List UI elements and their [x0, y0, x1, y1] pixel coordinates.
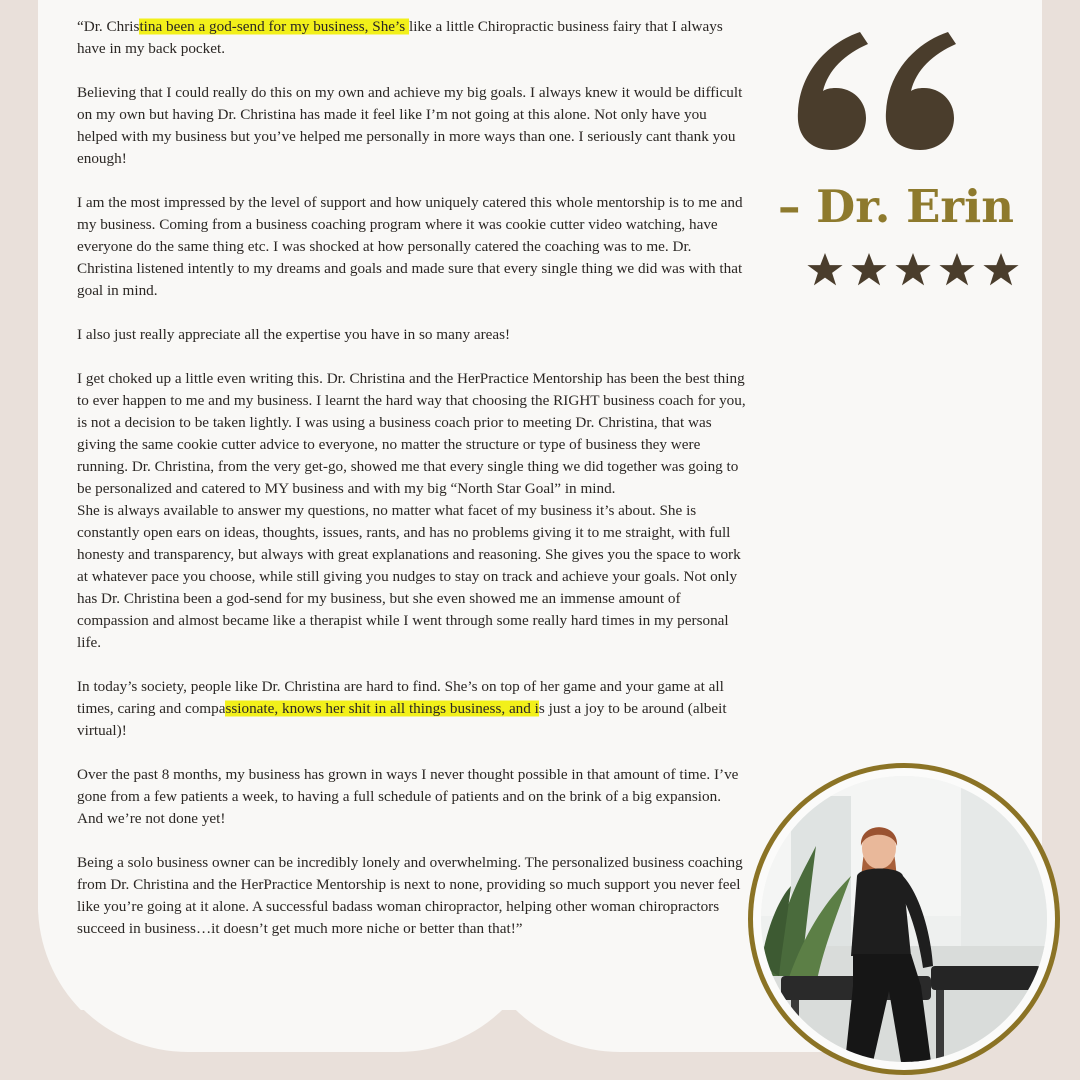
star-icon — [937, 250, 977, 290]
star-icon — [849, 250, 889, 290]
paragraph-1-end: like a little Chiropractic business fairy that I always have in my back pocket. — [77, 18, 723, 57]
highlighted-phrase-1: tina been a god-send for my business, She’s — [139, 18, 409, 35]
testimonial-paragraph-6: She is always available to answer my questions, no matter what facet of my business it’s about. She is constantly open ears on ideas, thoughts, issues, rants, and has no problems giving it to me straight, with full honesty and transparency, but always with great explanations and reasoning. She gives you the space to work at whatever pace you choose, while still giving you nudges to stay on track and achieve your goals. Not only has Dr. Christina been a god-send for my business, but she even showed me an immense amount of compassion and almost became like a therapist while I went through some really hard times in my personal life. — [77, 502, 741, 651]
profile-photo-illustration — [761, 776, 1047, 1062]
profile-photo-mat — [753, 768, 1055, 1070]
paragraph-1-start: “Dr. Chris — [77, 18, 140, 35]
testimonial-paragraph-7 — [77, 676, 747, 742]
paragraph-7-start: In today’s society, people like Dr. Christina are hard to find. She’s on top of her game and your game at all times, caring and compa — [77, 678, 724, 717]
profile-photo — [761, 776, 1047, 1062]
testimonial-text — [77, 16, 747, 962]
star-icon — [981, 250, 1021, 290]
highlighted-phrase-2: ssionate, knows her shit in all things business, and i — [225, 700, 539, 717]
testimonial-paragraph-5: I get choked up a little even writing this. Dr. Christina and the HerPractice Mentorship has been the best thing to ever happen to me and my business. I learnt the hard way that choosing the RIGHT business coach for you, is not a decision to be taken lightly. I was using a business coach prior to meeting Dr. Christina, that was giving the same cookie cutter advice to everyone, no matter the structure or type of business they were running. Dr. Christina, from the very get-go, showed me that every single thing we did together was going to be personalized and catered to MY business and with my big “North Star Goal” in mind. — [77, 370, 746, 497]
star-rating — [805, 250, 1021, 290]
profile-photo-frame — [748, 763, 1060, 1075]
star-icon — [893, 250, 933, 290]
testimonial-paragraph-3: I am the most impressed by the level of support and how uniquely catered this whole mentorship is to me and my business. Coming from a business coaching program where it was cookie cutter video watching, have everyone do the same thing etc. I was shocked at how personally catered the coaching was to me. Dr. Christina listened intently to my dreams and goals and made sure that every single thing we did was with that goal in mind. — [77, 194, 743, 299]
author-name: – Dr. Erin — [778, 180, 1014, 233]
paragraph-7-end: s just a joy to be around (albeit virtual)! — [77, 700, 727, 739]
testimonial-paragraph-9: Being a solo business owner can be incredibly lonely and overwhelming. The personalized business coaching from Dr. Christina and the HerPractice Mentorship is next to none, providing so much support you never feel like you’re going at it alone. A successful badass woman chiropractor, helping other woman chiropractors succeed in business…it doesn’t get much more niche or better than that!” — [77, 854, 743, 937]
quote-icon — [790, 0, 970, 170]
testimonial-paragraph-4: I also just really appreciate all the expertise you have in so many areas! — [77, 326, 511, 343]
testimonial-paragraph-1 — [77, 16, 747, 60]
testimonial-paragraph-8: Over the past 8 months, my business has grown in ways I never thought possible in that amount of time. I’ve gone from a few patients a week, to having a full schedule of patients and on the brink of a big expansion. And we’re not done yet! — [77, 766, 739, 827]
star-icon — [805, 250, 845, 290]
testimonial-paragraph-2: Believing that I could really do this on my own and achieve my big goals. I always knew it would be difficult on my own but having Dr. Christina has made it feel like I’m not going at this alone. Not only have you helped with my business but you’ve helped me personally in more ways than one. I seriously cant thank you enough! — [77, 84, 743, 167]
